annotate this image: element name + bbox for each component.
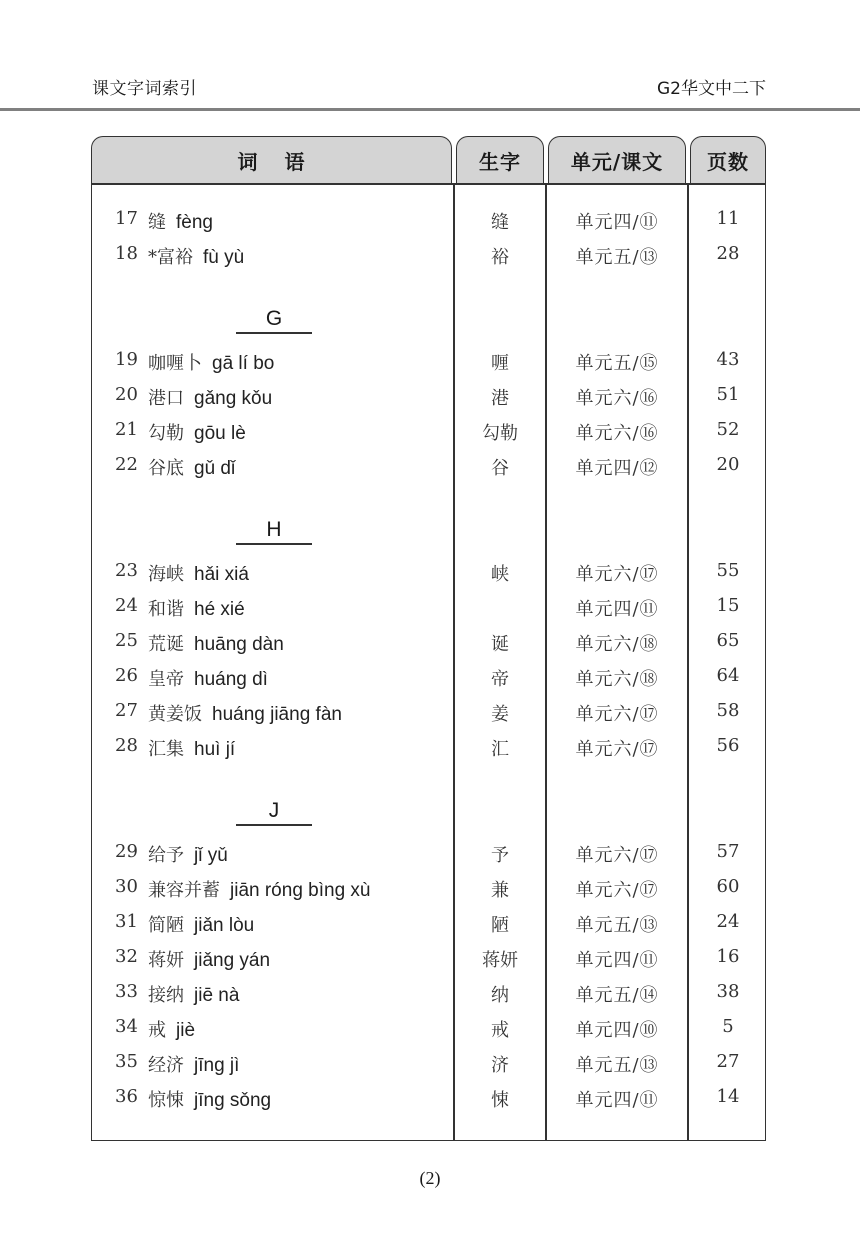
entry-word xyxy=(148,595,245,621)
entry-hanzi: 港口 xyxy=(148,388,184,409)
entry-word xyxy=(148,630,284,656)
entry-unit-lesson: 单元六/⑰ xyxy=(575,845,659,866)
entry-word xyxy=(148,243,244,269)
entry-page: 43 xyxy=(716,349,740,370)
table-row xyxy=(91,380,766,410)
entry-new-character: 喱 xyxy=(491,353,509,374)
entry-pinyin: jīng sǒng xyxy=(194,1090,272,1111)
entry-word xyxy=(148,841,228,867)
entry-unit-lesson: 单元四/⑫ xyxy=(575,458,659,479)
entry-hanzi: 经济 xyxy=(148,1055,184,1076)
entry-page: 51 xyxy=(716,384,740,405)
entry-new-character: 汇 xyxy=(491,739,509,760)
entry-hanzi: 汇集 xyxy=(148,739,184,760)
entry-pinyin: jǐ yǔ xyxy=(194,845,228,866)
entry-unit-lesson: 单元五/⑮ xyxy=(575,353,659,374)
entry-pinyin: fèng xyxy=(176,212,213,233)
entry-unit-lesson: 单元五/⑬ xyxy=(575,1055,659,1076)
entry-word xyxy=(148,1016,195,1042)
entry-unit-lesson: 单元六/⑱ xyxy=(575,669,659,690)
table-row xyxy=(91,556,766,586)
entry-hanzi: 和谐 xyxy=(148,599,184,620)
entry-page: 24 xyxy=(716,911,740,932)
entry-word xyxy=(148,419,246,445)
entry-number: 24 xyxy=(115,595,138,616)
entry-new-character: 裕 xyxy=(491,247,509,268)
table-header-divider xyxy=(91,183,766,185)
entry-hanzi: 接纳 xyxy=(148,985,184,1006)
entry-hanzi: 惊悚 xyxy=(148,1090,184,1111)
column-header-unit-lesson: 单元/课文 xyxy=(548,136,686,184)
entry-number: 35 xyxy=(115,1051,138,1072)
running-header-book: G2华文中二下 xyxy=(657,79,766,99)
table-row xyxy=(91,450,766,480)
entry-pinyin: huáng dì xyxy=(194,669,268,690)
entry-hanzi: 黄姜饭 xyxy=(148,704,202,725)
entry-word xyxy=(148,349,274,375)
entry-number: 30 xyxy=(115,876,138,897)
entry-page: 56 xyxy=(716,735,740,756)
entry-pinyin: jiǎn lòu xyxy=(194,915,255,936)
entry-pinyin: jiē nà xyxy=(194,985,240,1006)
entry-pinyin: hé xié xyxy=(194,599,245,620)
entry-hanzi: 戒 xyxy=(148,1020,166,1041)
entry-number: 26 xyxy=(115,665,138,686)
entry-word xyxy=(148,981,239,1007)
entry-page: 16 xyxy=(716,946,740,967)
entry-number: 20 xyxy=(115,384,138,405)
column-header-words: 词 语 xyxy=(91,136,452,184)
entry-unit-lesson: 单元六/⑰ xyxy=(575,564,659,585)
entry-pinyin: huāng dàn xyxy=(194,634,284,655)
entry-pinyin: jīng jì xyxy=(194,1055,240,1076)
entry-pinyin: gǎng kǒu xyxy=(194,388,273,409)
entry-number: 31 xyxy=(115,911,138,932)
entry-page: 64 xyxy=(716,665,740,686)
entry-new-character: 蒋妍 xyxy=(482,950,518,971)
entry-new-character: 勾勒 xyxy=(482,423,518,444)
entry-page: 11 xyxy=(716,208,740,229)
entry-unit-lesson: 单元四/⑪ xyxy=(575,950,659,971)
entry-new-character: 陋 xyxy=(491,915,509,936)
column-header-new-characters: 生字 xyxy=(456,136,544,184)
table-row xyxy=(91,591,766,621)
entry-new-character: 予 xyxy=(491,845,509,866)
entry-word xyxy=(148,946,270,972)
entry-word xyxy=(148,700,342,726)
entry-page: 65 xyxy=(716,630,740,651)
entry-hanzi: *富裕 xyxy=(148,247,193,268)
entry-word xyxy=(148,560,249,586)
entry-number: 32 xyxy=(115,946,138,967)
entry-unit-lesson: 单元六/⑱ xyxy=(575,634,659,655)
entry-pinyin: jiān róng bìng xù xyxy=(230,880,371,901)
table-row xyxy=(91,626,766,656)
entry-unit-lesson: 单元六/⑰ xyxy=(575,880,659,901)
entry-unit-lesson: 单元五/⑬ xyxy=(575,915,659,936)
entry-pinyin: jiǎng yán xyxy=(194,950,271,971)
entry-number: 18 xyxy=(115,243,138,264)
entry-pinyin: gǔ dǐ xyxy=(194,458,236,479)
entry-pinyin: gā lí bo xyxy=(212,353,275,374)
entry-hanzi: 荒诞 xyxy=(148,634,184,655)
entry-hanzi: 皇帝 xyxy=(148,669,184,690)
entry-page: 58 xyxy=(716,700,740,721)
entry-pinyin: jiè xyxy=(176,1020,196,1041)
entry-page: 20 xyxy=(716,454,740,475)
entry-new-character: 谷 xyxy=(491,458,509,479)
entry-unit-lesson: 单元四/⑪ xyxy=(575,599,659,620)
entry-word xyxy=(148,1051,239,1077)
entry-number: 22 xyxy=(115,454,138,475)
entry-number: 17 xyxy=(115,208,138,229)
section-letter-heading: H xyxy=(236,518,312,545)
entry-hanzi: 缝 xyxy=(148,212,166,233)
entry-pinyin: fù yù xyxy=(203,247,245,268)
entry-unit-lesson: 单元五/⑭ xyxy=(575,985,659,1006)
entry-word xyxy=(148,208,213,234)
entry-new-character: 缝 xyxy=(491,212,509,233)
entry-unit-lesson: 单元四/⑩ xyxy=(575,1020,659,1041)
column-header-page: 页数 xyxy=(690,136,766,184)
entry-number: 29 xyxy=(115,841,138,862)
entry-unit-lesson: 单元六/⑰ xyxy=(575,704,659,725)
entry-hanzi: 蒋妍 xyxy=(148,950,184,971)
table-row xyxy=(91,907,766,937)
entry-new-character: 纳 xyxy=(491,985,509,1006)
table-row xyxy=(91,204,766,234)
table-row xyxy=(91,942,766,972)
table-row xyxy=(91,1012,766,1042)
section-letter-heading: J xyxy=(236,799,312,826)
page-number: (2) xyxy=(419,1168,441,1188)
entry-word xyxy=(148,665,268,691)
entry-unit-lesson: 单元五/⑬ xyxy=(575,247,659,268)
entry-number: 28 xyxy=(115,735,138,756)
entry-hanzi: 兼容并蓄 xyxy=(148,880,220,901)
entry-new-character: 峡 xyxy=(491,564,509,585)
entry-unit-lesson: 单元四/⑪ xyxy=(575,1090,659,1111)
entry-pinyin: hǎi xiá xyxy=(194,564,249,585)
entry-page: 55 xyxy=(716,560,740,581)
table-row xyxy=(91,696,766,726)
entry-new-character: 港 xyxy=(491,388,509,409)
entry-new-character: 兼 xyxy=(491,880,509,901)
entry-new-character: 济 xyxy=(491,1055,509,1076)
entry-word xyxy=(148,384,272,410)
entry-page: 27 xyxy=(716,1051,740,1072)
entry-word xyxy=(148,454,235,480)
entry-hanzi: 海峡 xyxy=(148,564,184,585)
entry-word xyxy=(148,735,235,761)
entry-unit-lesson: 单元四/⑪ xyxy=(575,212,659,233)
entry-word xyxy=(148,1086,271,1112)
table-row xyxy=(91,239,766,269)
table-row xyxy=(91,345,766,375)
entry-new-character: 戒 xyxy=(491,1020,509,1041)
entry-page: 52 xyxy=(716,419,740,440)
table-row xyxy=(91,415,766,445)
entry-word xyxy=(148,876,371,902)
entry-hanzi: 给予 xyxy=(148,845,184,866)
entry-number: 34 xyxy=(115,1016,138,1037)
entry-new-character: 姜 xyxy=(491,704,509,725)
entry-word xyxy=(148,911,254,937)
table-row xyxy=(91,837,766,867)
table-row xyxy=(91,1047,766,1077)
entry-number: 23 xyxy=(115,560,138,581)
table-row xyxy=(91,731,766,761)
entry-page: 28 xyxy=(716,243,740,264)
table-row xyxy=(91,977,766,1007)
running-header-title: 课文字词索引 xyxy=(92,79,197,99)
entry-pinyin: gōu lè xyxy=(194,423,246,444)
entry-number: 21 xyxy=(115,419,138,440)
entry-number: 27 xyxy=(115,700,138,721)
entry-unit-lesson: 单元六/⑯ xyxy=(575,388,659,409)
table-row xyxy=(91,661,766,691)
entry-page: 57 xyxy=(716,841,740,862)
section-letter-heading: G xyxy=(236,307,312,334)
entry-number: 19 xyxy=(115,349,138,370)
entry-page: 38 xyxy=(716,981,740,1002)
entry-new-character: 诞 xyxy=(491,634,509,655)
entry-page: 15 xyxy=(716,595,740,616)
entry-page: 60 xyxy=(716,876,740,897)
entry-hanzi: 咖喱卜 xyxy=(148,353,202,374)
table-row xyxy=(91,872,766,902)
entry-new-character: 帝 xyxy=(491,669,509,690)
entry-hanzi: 简陋 xyxy=(148,915,184,936)
entry-pinyin: huáng jiāng fàn xyxy=(212,704,342,725)
entry-number: 36 xyxy=(115,1086,138,1107)
entry-page: 5 xyxy=(722,1016,734,1037)
entry-page: 14 xyxy=(716,1086,740,1107)
entry-pinyin: huì jí xyxy=(194,739,236,760)
entry-unit-lesson: 单元六/⑰ xyxy=(575,739,659,760)
table-row xyxy=(91,1082,766,1112)
header-divider xyxy=(0,108,860,111)
entry-hanzi: 谷底 xyxy=(148,458,184,479)
entry-new-character: 悚 xyxy=(491,1090,509,1111)
entry-number: 33 xyxy=(115,981,138,1002)
entry-number: 25 xyxy=(115,630,138,651)
entry-hanzi: 勾勒 xyxy=(148,423,184,444)
entry-unit-lesson: 单元六/⑯ xyxy=(575,423,659,444)
